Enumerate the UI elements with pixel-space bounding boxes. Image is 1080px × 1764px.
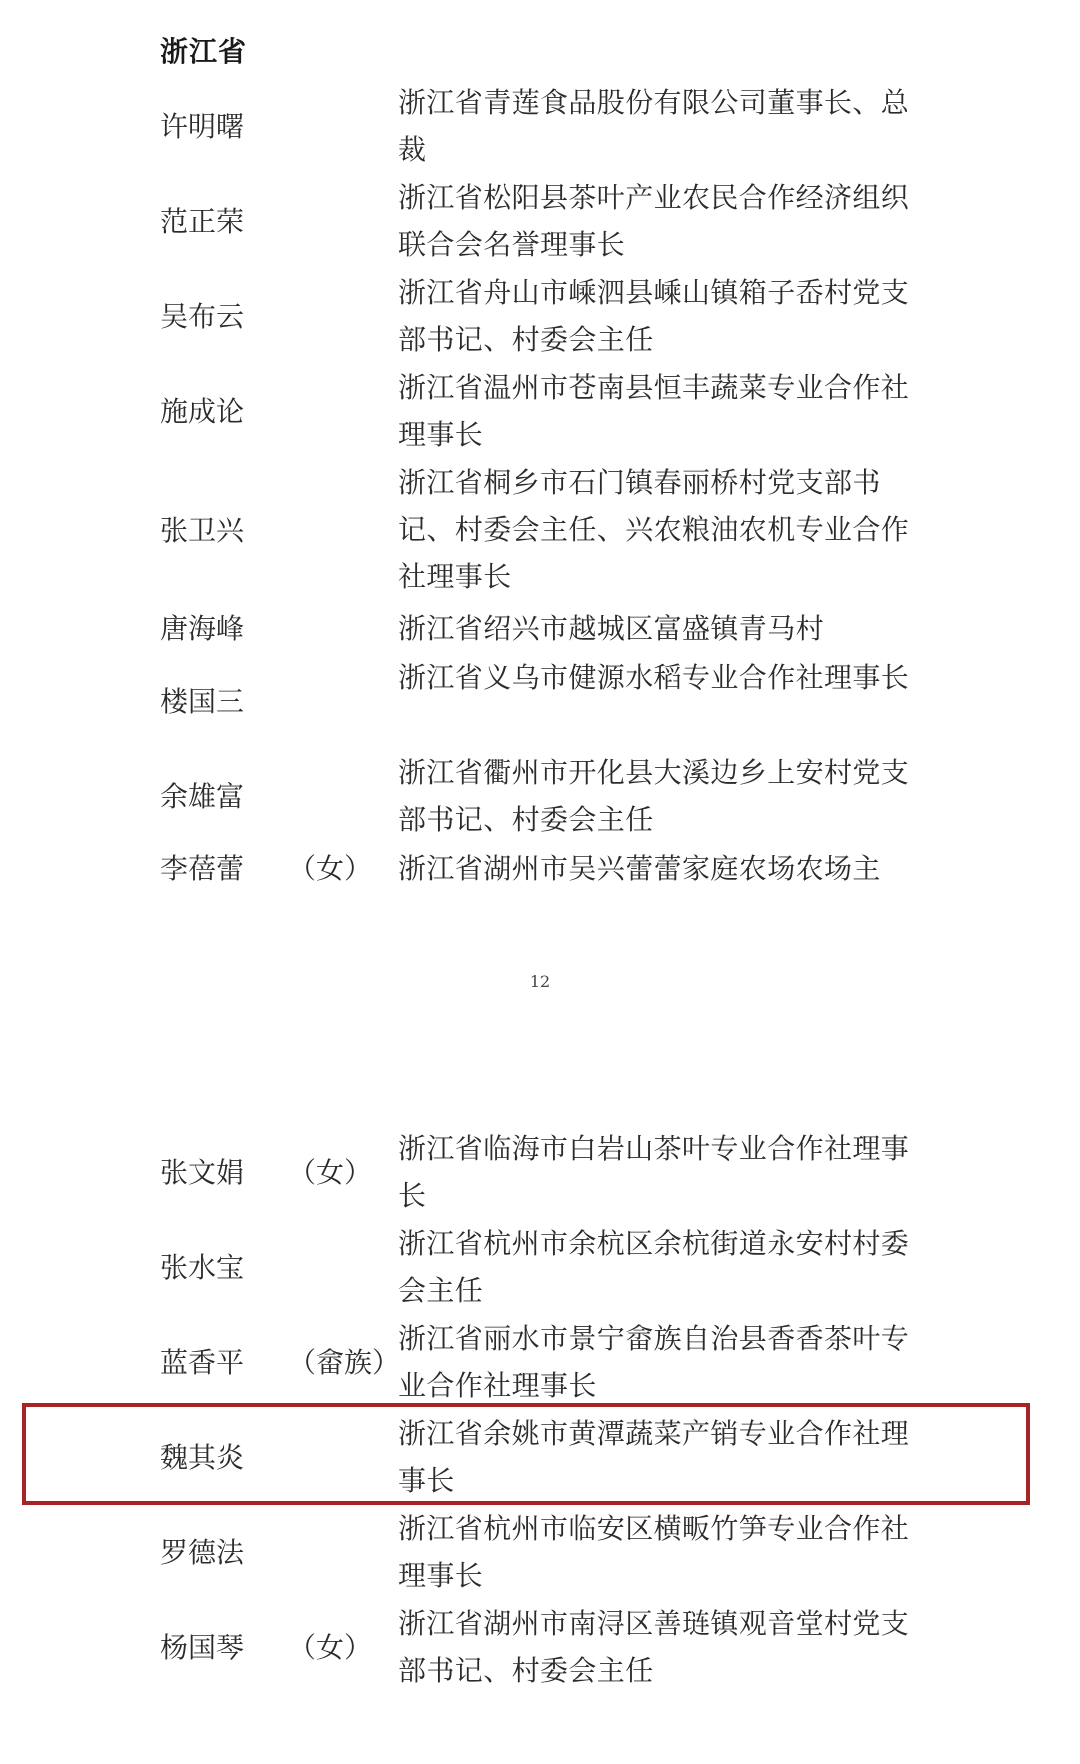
person-name: 许明曙 (160, 110, 245, 143)
person-description: 浙江省湖州市吴兴蕾蕾家庭农场农场主 (398, 852, 881, 885)
person-description: 浙江省松阳县茶叶产业农民合作经济组织联合会名誉理事长 (398, 181, 910, 261)
person-name: 杨国琴 (160, 1631, 245, 1664)
person-name: 张水宝 (160, 1251, 245, 1284)
person-name: 蓝香平 (160, 1346, 245, 1379)
person-note: （女） (288, 852, 373, 885)
person-name: 唐海峰 (160, 612, 245, 645)
person-description: 浙江省余姚市黄潭蔬菜产销专业合作社理事长 (398, 1417, 910, 1497)
highlight-box (22, 1403, 1030, 1505)
person-note: （女） (288, 1156, 373, 1189)
person-note: （女） (288, 1631, 373, 1664)
person-name: 罗德法 (160, 1536, 245, 1569)
person-description: 浙江省湖州市南浔区善琏镇观音堂村党支部书记、村委会主任 (398, 1607, 910, 1687)
person-name: 余雄富 (160, 780, 245, 813)
province-heading: 浙江省 (160, 35, 248, 68)
person-description: 浙江省桐乡市石门镇春丽桥村党支部书记、村委会主任、兴农粮油农机专业合作社理事长 (398, 466, 910, 593)
person-description: 浙江省舟山市嵊泗县嵊山镇箱子岙村党支部书记、村委会主任 (398, 276, 910, 356)
person-name: 魏其炎 (160, 1441, 245, 1474)
person-name: 李蓓蕾 (160, 852, 245, 885)
person-description: 浙江省衢州市开化县大溪边乡上安村党支部书记、村委会主任 (398, 756, 910, 836)
person-description: 浙江省青莲食品股份有限公司董事长、总裁 (398, 86, 910, 166)
person-name: 吴布云 (160, 300, 245, 333)
person-description: 浙江省义乌市健源水稻专业合作社理事长 (398, 661, 910, 694)
person-description: 浙江省杭州市余杭区余杭街道永安村村委会主任 (398, 1227, 910, 1307)
person-name: 施成论 (160, 395, 245, 428)
person-description: 浙江省临海市白岩山茶叶专业合作社理事长 (398, 1132, 910, 1212)
person-description: 浙江省杭州市临安区横畈竹笋专业合作社理事长 (398, 1512, 910, 1592)
person-name: 范正荣 (160, 205, 245, 238)
person-description: 浙江省绍兴市越城区富盛镇青马村 (398, 612, 825, 645)
person-note: （畲族） (288, 1346, 401, 1379)
person-description: 浙江省温州市苍南县恒丰蔬菜专业合作社理事长 (398, 371, 910, 451)
person-name: 张文娟 (160, 1156, 245, 1189)
person-name: 楼国三 (160, 685, 245, 718)
person-description: 浙江省丽水市景宁畲族自治县香香茶叶专业合作社理事长 (398, 1322, 910, 1402)
page-number: 12 (529, 972, 551, 991)
person-name: 张卫兴 (160, 514, 245, 547)
